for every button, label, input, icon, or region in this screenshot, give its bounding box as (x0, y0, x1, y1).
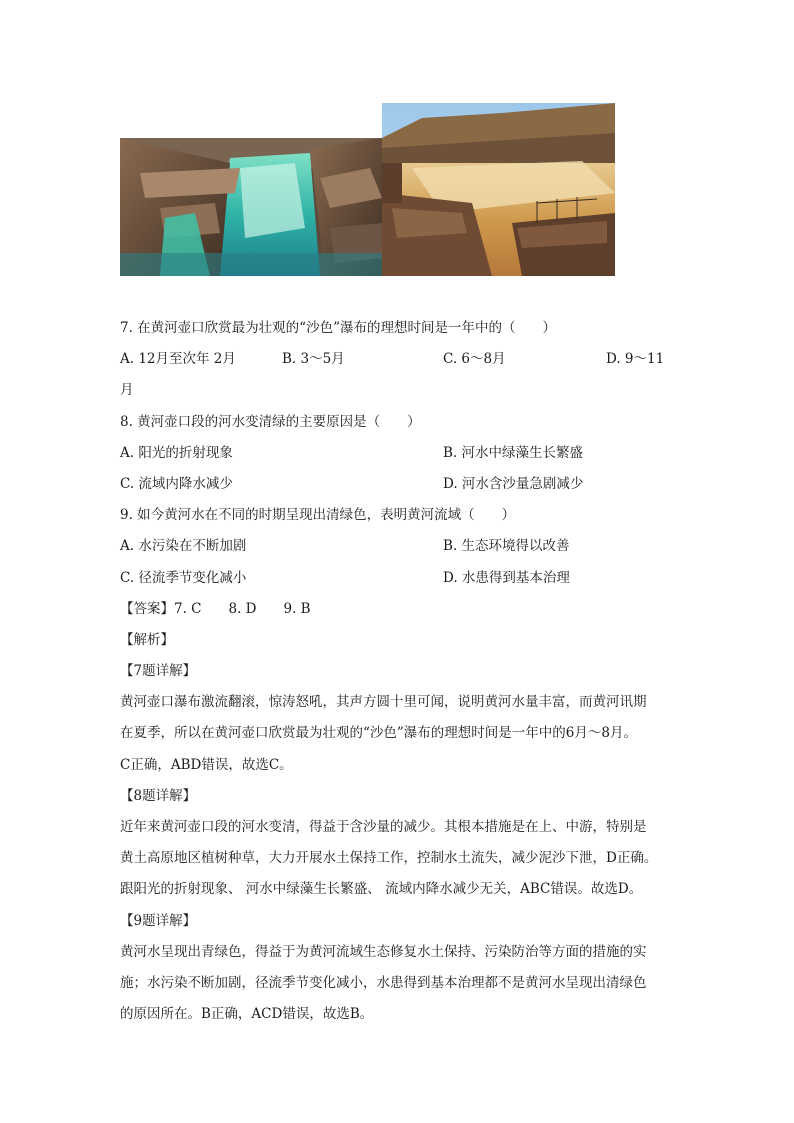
detail-8-line: 黄土高原地区植树种草，大力开展水土保持工作，控制水土流失，减少泥沙下泄，D正确。 (120, 850, 658, 867)
detail-9-line: 黄河水呈现出青绿色，得益于为黄河流域生态修复水土保持、污染防治等方面的措施的实 (120, 943, 647, 960)
detail-8-line: 跟阳光的折射现象、 河水中绿藻生长繁盛、 流域内降水减少无关，ABC错误。故选D。 (120, 881, 643, 898)
detail-9-line: 施；水污染不断加剧，径流季节变化减小，水患得到基本治理都不是黄河水呈现出清绿色 (120, 974, 647, 991)
yellow-waterfall-photo (382, 103, 615, 276)
q9-option-d: D. 水患得到基本治理 (443, 569, 570, 586)
detail-9-line: 的原因所在。B正确，ACD错误，故选B。 (120, 1006, 374, 1023)
detail-7-heading: 【7题详解】 (120, 663, 197, 680)
q8-options-row1 (120, 438, 680, 469)
q7-option-a: A. 12月至次年 2月 (120, 351, 236, 368)
detail-8-line: 近年来黄河壶口段的河水变清，得益于含沙量的减少。其根本措施是在上、中游，特别是 (120, 819, 647, 835)
analysis-heading: 【解析】 (120, 631, 174, 648)
q8-stem: 8. 黄河壶口段的河水变清绿的主要原因是（ ） (120, 413, 421, 430)
detail-7-line: 黄河壶口瀑布激流翻滚，惊涛怒吼，其声方圆十里可闻，说明黄河水量丰富，而黄河讯期 (120, 694, 647, 711)
detail-8-heading: 【8题详解】 (120, 787, 197, 804)
q8-option-d: D. 河水含沙量急剧减少 (443, 475, 584, 492)
q7-option-d: D. 9～11 (606, 351, 665, 368)
q8-option-c: C. 流域内降水减少 (120, 475, 233, 492)
q8-option-a: A. 阳光的折射现象 (120, 444, 233, 461)
q9-stem: 9. 如今黄河水在不同的时期呈现出清绿色，表明黄河流域（ ） (120, 507, 516, 524)
waterfall-photos (120, 103, 615, 276)
answer-line: 【答案】7. C 8. D 9. B (120, 600, 311, 617)
q9-option-b: B. 生态环境得以改善 (443, 538, 570, 555)
q8-options-row2 (120, 469, 680, 500)
detail-7-line: 在夏季，所以在黄河壶口欣赏最为壮观的“沙色”瀑布的理想时间是一年中的6月～8月。 (120, 725, 637, 742)
q8-option-b: B. 河水中绿藻生长繁盛 (443, 444, 584, 461)
q9-options-row1 (120, 531, 680, 562)
q7-stem: 7. 在黄河壶口欣赏最为壮观的“沙色”瀑布的理想时间是一年中的（ ） (120, 320, 556, 336)
q9-options-row2 (120, 563, 680, 594)
q9-option-c: C. 径流季节变化减小 (120, 569, 247, 586)
questions-block (120, 313, 680, 1030)
detail-7-line: C正确，ABD错误，故选C。 (120, 756, 293, 773)
q7-option-c: C. 6～8月 (443, 351, 506, 368)
green-waterfall-photo (120, 138, 382, 276)
q9-option-a: A. 水污染在不断加剧 (120, 538, 247, 555)
q7-option-b: B. 3～5月 (282, 351, 345, 368)
q7-options (120, 344, 680, 375)
detail-9-heading: 【9题详解】 (120, 912, 197, 929)
q7-option-d-continued: 月 (120, 382, 134, 399)
